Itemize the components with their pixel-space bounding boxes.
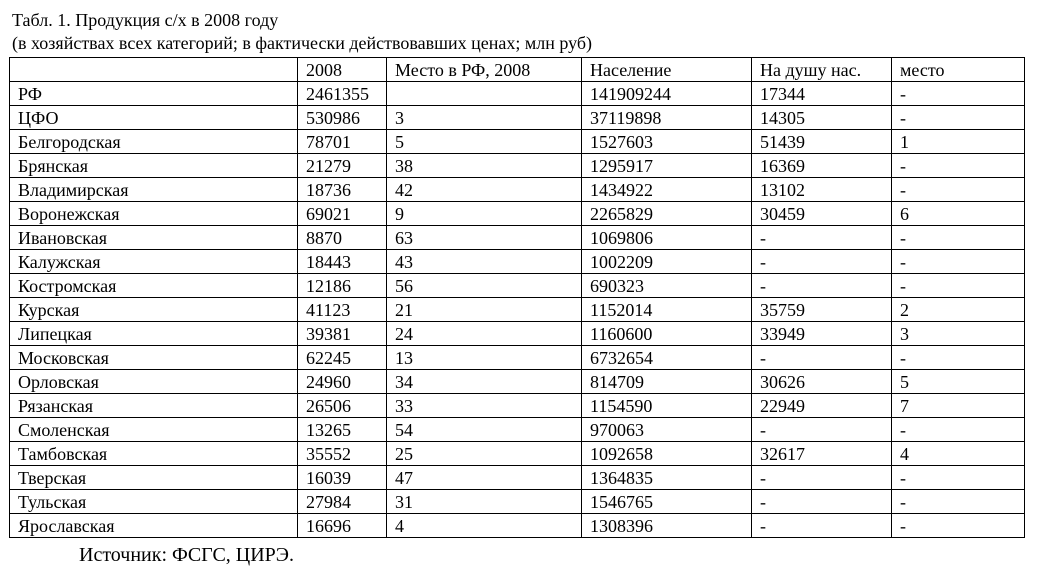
cell-rank-rf-2008: 33 (387, 394, 582, 418)
table-row (10, 442, 1025, 466)
table-title: Табл. 1. Продукция с/х в 2008 году (12, 10, 279, 30)
cell-rank: 6 (892, 202, 1025, 226)
table-body (10, 58, 1025, 538)
cell-per-capita: 51439 (752, 130, 892, 154)
cell-per-capita: - (752, 274, 892, 298)
cell-rank: - (892, 250, 1025, 274)
cell-value-2008: 12186 (298, 274, 387, 298)
column-header-rank-rf-2008: Место в РФ, 2008 (387, 58, 582, 82)
cell-population: 1434922 (582, 178, 752, 202)
cell-per-capita: 22949 (752, 394, 892, 418)
cell-per-capita: 30626 (752, 370, 892, 394)
cell-rank: 4 (892, 442, 1025, 466)
cell-region: Тульская (10, 490, 298, 514)
cell-value-2008: 2461355 (298, 82, 387, 106)
cell-per-capita: - (752, 346, 892, 370)
cell-rank-rf-2008: 47 (387, 466, 582, 490)
table-row (10, 466, 1025, 490)
cell-rank: 1 (892, 130, 1025, 154)
cell-per-capita: - (752, 490, 892, 514)
cell-population: 1152014 (582, 298, 752, 322)
cell-value-2008: 41123 (298, 298, 387, 322)
cell-rank-rf-2008: 25 (387, 442, 582, 466)
cell-population: 6732654 (582, 346, 752, 370)
cell-value-2008: 39381 (298, 322, 387, 346)
cell-rank-rf-2008: 21 (387, 298, 582, 322)
table-row (10, 250, 1025, 274)
column-header-population: Население (582, 58, 752, 82)
cell-rank: - (892, 274, 1025, 298)
cell-region: ЦФО (10, 106, 298, 130)
cell-rank: - (892, 490, 1025, 514)
cell-region: Костромская (10, 274, 298, 298)
cell-region: Воронежская (10, 202, 298, 226)
cell-rank-rf-2008: 54 (387, 418, 582, 442)
cell-per-capita: 35759 (752, 298, 892, 322)
table-row (10, 226, 1025, 250)
table-row (10, 514, 1025, 538)
table-row (10, 490, 1025, 514)
cell-region: Ярославская (10, 514, 298, 538)
cell-region: Тамбовская (10, 442, 298, 466)
cell-rank-rf-2008: 42 (387, 178, 582, 202)
table-row (10, 298, 1025, 322)
cell-per-capita: 16369 (752, 154, 892, 178)
cell-rank: 7 (892, 394, 1025, 418)
cell-population: 1546765 (582, 490, 752, 514)
cell-value-2008: 8870 (298, 226, 387, 250)
cell-rank: 2 (892, 298, 1025, 322)
table-row (10, 394, 1025, 418)
table-row (10, 370, 1025, 394)
column-header-per-capita: На душу нас. (752, 58, 892, 82)
cell-rank: - (892, 178, 1025, 202)
cell-population: 1295917 (582, 154, 752, 178)
table-row (10, 106, 1025, 130)
table-row (10, 178, 1025, 202)
cell-population: 1527603 (582, 130, 752, 154)
table-row (10, 346, 1025, 370)
cell-population: 1308396 (582, 514, 752, 538)
cell-rank-rf-2008 (387, 82, 582, 106)
table-row (10, 82, 1025, 106)
source-note: Источник: ФСГС, ЦИРЭ. (79, 544, 295, 566)
table-header-row (10, 58, 1025, 82)
cell-region: Липецкая (10, 322, 298, 346)
table-row (10, 154, 1025, 178)
cell-value-2008: 27984 (298, 490, 387, 514)
cell-rank-rf-2008: 13 (387, 346, 582, 370)
cell-value-2008: 16696 (298, 514, 387, 538)
cell-region: Тверская (10, 466, 298, 490)
cell-population: 1364835 (582, 466, 752, 490)
cell-region: Рязанская (10, 394, 298, 418)
cell-region: Брянская (10, 154, 298, 178)
cell-population: 2265829 (582, 202, 752, 226)
cell-rank: - (892, 106, 1025, 130)
cell-per-capita: - (752, 226, 892, 250)
cell-rank: - (892, 226, 1025, 250)
cell-value-2008: 16039 (298, 466, 387, 490)
cell-rank-rf-2008: 3 (387, 106, 582, 130)
cell-population: 1160600 (582, 322, 752, 346)
cell-population: 690323 (582, 274, 752, 298)
table-row (10, 130, 1025, 154)
cell-population: 37119898 (582, 106, 752, 130)
cell-rank: - (892, 418, 1025, 442)
cell-population: 970063 (582, 418, 752, 442)
table-row (10, 322, 1025, 346)
column-header-value-2008: 2008 (298, 58, 387, 82)
table-caption (12, 9, 592, 55)
cell-region: Смоленская (10, 418, 298, 442)
cell-rank: - (892, 466, 1025, 490)
cell-rank: 5 (892, 370, 1025, 394)
cell-value-2008: 62245 (298, 346, 387, 370)
cell-value-2008: 21279 (298, 154, 387, 178)
table-row (10, 274, 1025, 298)
column-header-region (10, 58, 298, 82)
cell-value-2008: 35552 (298, 442, 387, 466)
cell-value-2008: 78701 (298, 130, 387, 154)
cell-region: Ивановская (10, 226, 298, 250)
cell-population: 814709 (582, 370, 752, 394)
table-row (10, 418, 1025, 442)
cell-rank-rf-2008: 34 (387, 370, 582, 394)
cell-per-capita: 33949 (752, 322, 892, 346)
cell-region: РФ (10, 82, 298, 106)
cell-rank-rf-2008: 43 (387, 250, 582, 274)
cell-rank-rf-2008: 4 (387, 514, 582, 538)
cell-rank: - (892, 346, 1025, 370)
cell-rank-rf-2008: 38 (387, 154, 582, 178)
cell-rank-rf-2008: 56 (387, 274, 582, 298)
cell-population: 1092658 (582, 442, 752, 466)
cell-population: 1069806 (582, 226, 752, 250)
cell-rank-rf-2008: 31 (387, 490, 582, 514)
cell-region: Калужская (10, 250, 298, 274)
cell-per-capita: - (752, 514, 892, 538)
table-row (10, 202, 1025, 226)
cell-region: Орловская (10, 370, 298, 394)
cell-rank-rf-2008: 63 (387, 226, 582, 250)
cell-per-capita: - (752, 418, 892, 442)
cell-rank-rf-2008: 24 (387, 322, 582, 346)
cell-per-capita: 30459 (752, 202, 892, 226)
cell-per-capita: - (752, 466, 892, 490)
cell-rank: - (892, 154, 1025, 178)
cell-region: Московская (10, 346, 298, 370)
cell-per-capita: - (752, 250, 892, 274)
cell-population: 1154590 (582, 394, 752, 418)
cell-population: 1002209 (582, 250, 752, 274)
cell-region: Курская (10, 298, 298, 322)
cell-value-2008: 69021 (298, 202, 387, 226)
production-table (9, 57, 1025, 538)
cell-rank: - (892, 514, 1025, 538)
cell-value-2008: 13265 (298, 418, 387, 442)
cell-value-2008: 24960 (298, 370, 387, 394)
column-header-rank: место (892, 58, 1025, 82)
cell-rank: - (892, 82, 1025, 106)
cell-region: Владимирская (10, 178, 298, 202)
cell-per-capita: 13102 (752, 178, 892, 202)
cell-value-2008: 18736 (298, 178, 387, 202)
cell-value-2008: 18443 (298, 250, 387, 274)
cell-value-2008: 530986 (298, 106, 387, 130)
cell-value-2008: 26506 (298, 394, 387, 418)
cell-rank-rf-2008: 5 (387, 130, 582, 154)
cell-per-capita: 17344 (752, 82, 892, 106)
cell-rank-rf-2008: 9 (387, 202, 582, 226)
table-subtitle: (в хозяйствах всех категорий; в фактически действовавших ценах; млн руб) (12, 33, 593, 53)
cell-rank: 3 (892, 322, 1025, 346)
cell-per-capita: 14305 (752, 106, 892, 130)
cell-region: Белгородская (10, 130, 298, 154)
cell-per-capita: 32617 (752, 442, 892, 466)
cell-population: 141909244 (582, 82, 752, 106)
